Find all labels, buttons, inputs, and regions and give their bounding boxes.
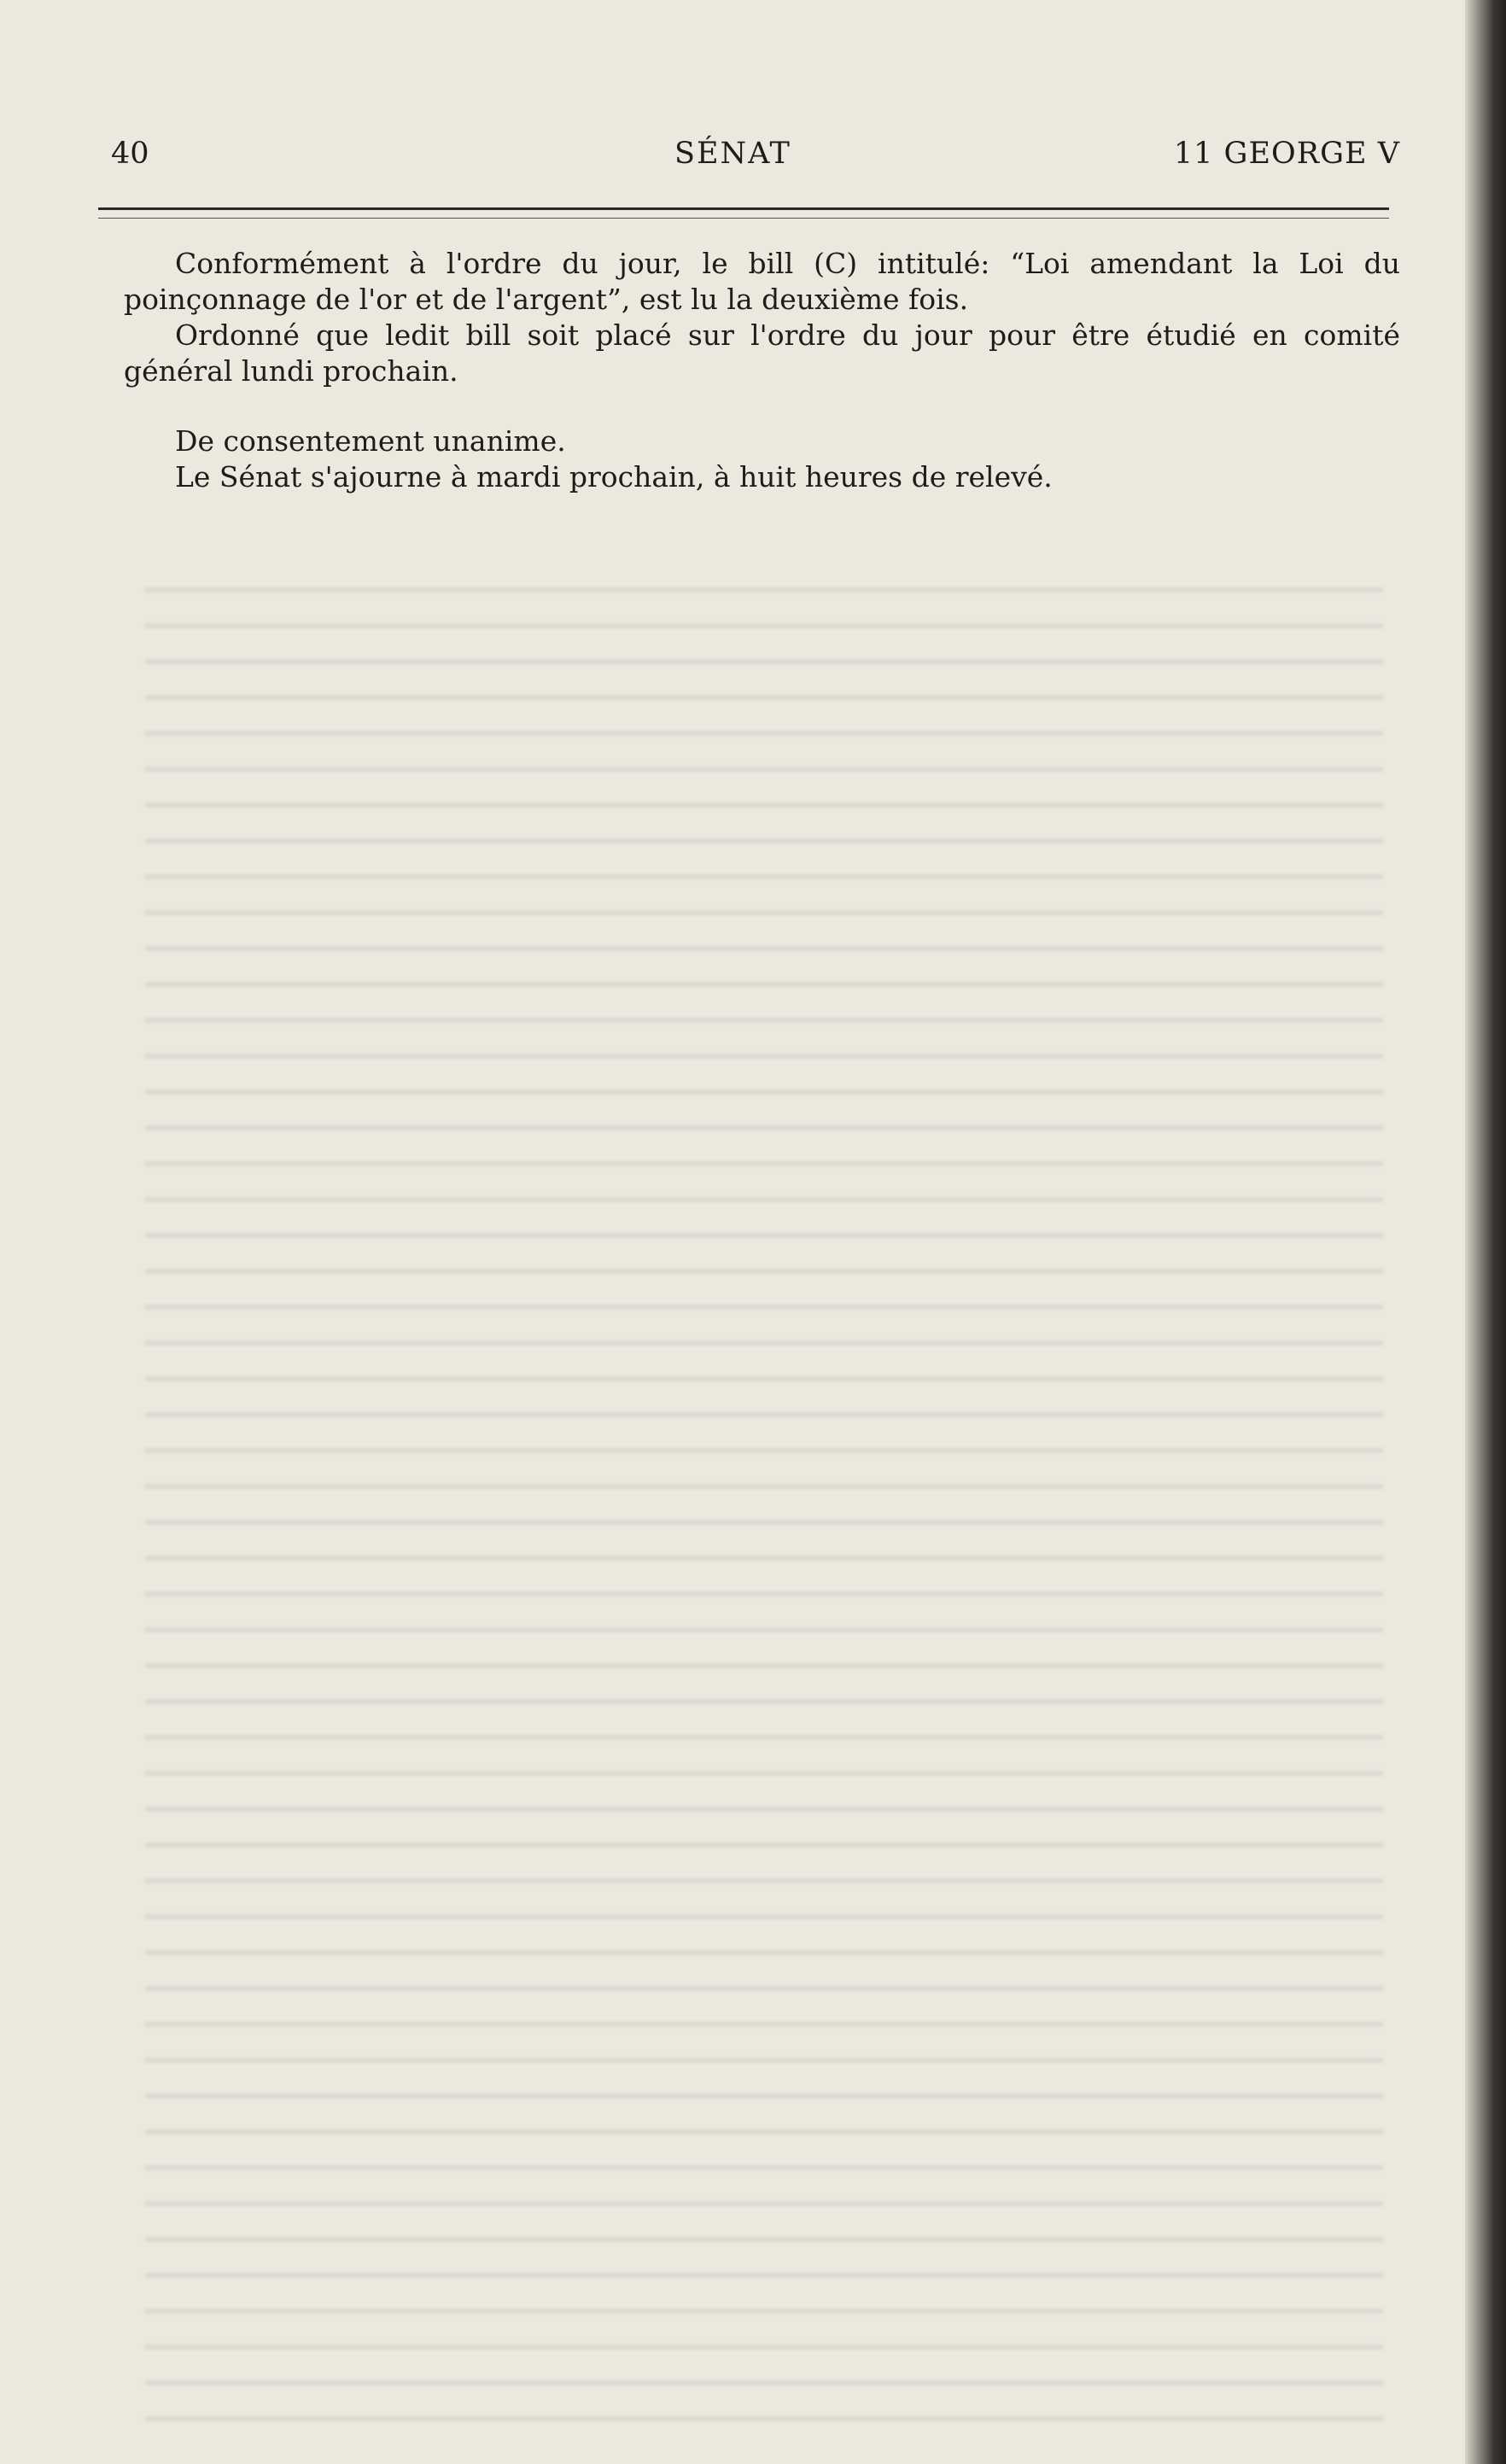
paragraph-committee-order: Ordonné que ledit bill soit placé sur l'ordre du jour pour être étudié en comité général lundi prochain. <box>124 318 1400 388</box>
page-header <box>111 128 1400 179</box>
show-through-texture <box>145 563 1383 2425</box>
paragraph-adjournment: Le Sénat s'ajourne à mardi prochain, à huit heures de relevé. <box>175 460 1053 493</box>
paragraph-second-reading: Conformément à l'ordre du jour, le bill (C) intitulé: “Loi amendant la Loi du poinçonnage de l'or et de l'argent”, est lu la deuxième fois. <box>124 247 1400 316</box>
header-rule <box>98 207 1389 210</box>
body-text <box>124 246 1400 495</box>
page-number: 40 <box>111 137 149 171</box>
paragraph-unanimous-consent: De consentement unanime. <box>175 424 566 458</box>
regnal-year: 11 GEORGE V <box>1173 137 1400 171</box>
running-title: SÉNAT <box>674 137 791 171</box>
page-binding-edge <box>1465 0 1506 2464</box>
header-rule-thin <box>98 218 1389 219</box>
